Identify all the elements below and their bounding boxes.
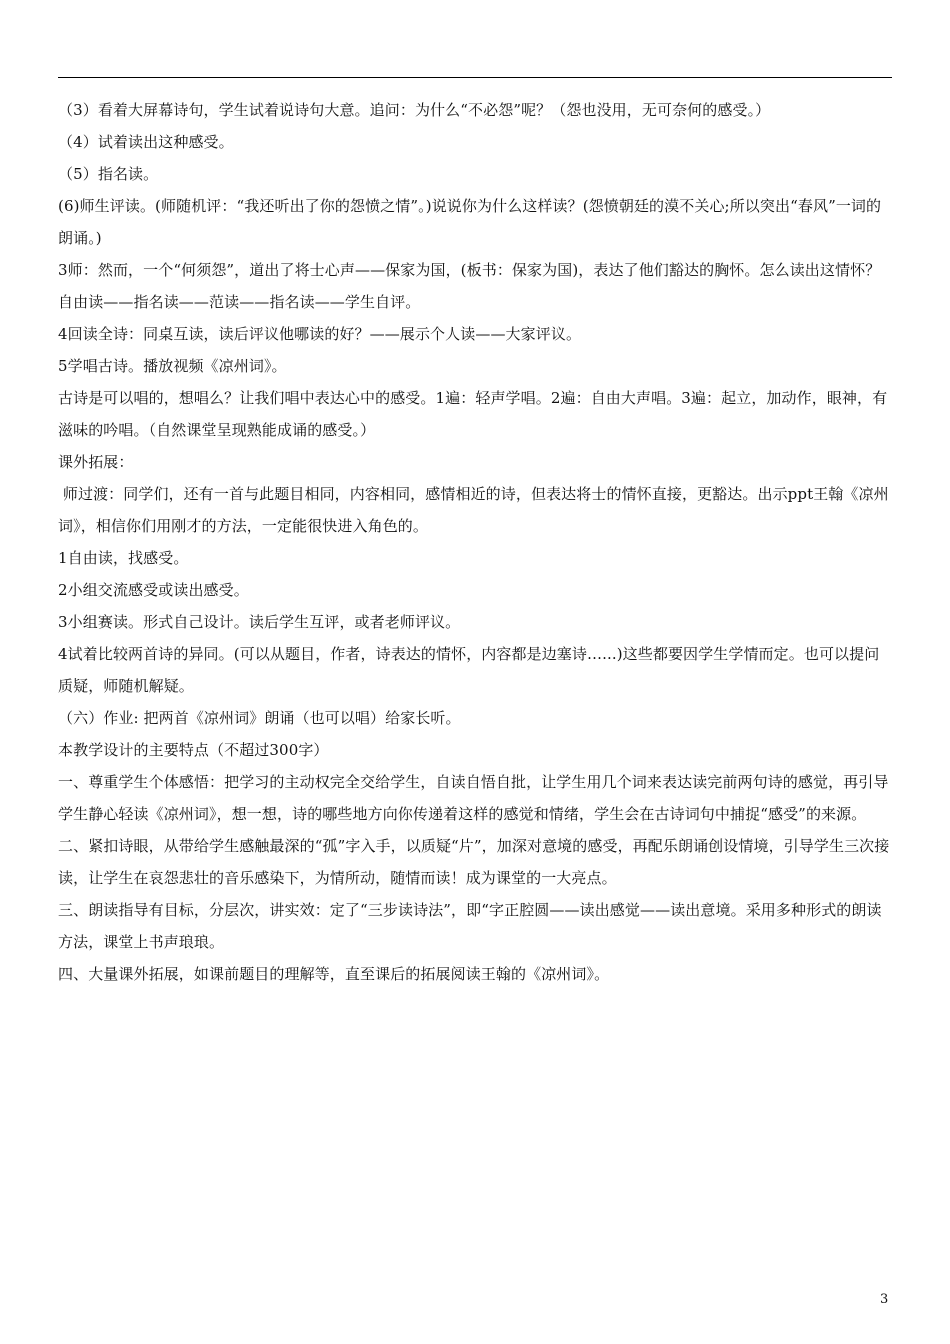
section-heading: 本教学设计的主要特点（不超过300字）	[58, 741, 329, 759]
paragraph: 4回读全诗：同桌互读，读后评议他哪读的好？——展示个人读——大家评议。	[58, 325, 582, 343]
paragraph: 师过渡：同学们，还有一首与此题目相同，内容相同，感情相近的诗，但表达将士的情怀直接，更豁达。出示ppt王翰《凉州词》，相信你们用刚才的方法，一定能很快进入角色的。	[58, 485, 889, 535]
paragraph: 古诗是可以唱的，想唱么？让我们唱中表达心中的感受。1遍：轻声学唱。2遍：自由大声唱。3遍：起立，加动作，眼神，有滋味的吟唱。（自然课堂呈现熟能成诵的感受。）	[58, 389, 888, 439]
paragraph: 2小组交流感受或读出感受。	[58, 581, 249, 599]
paragraph: 一、尊重学生个体感悟：把学习的主动权完全交给学生，自读自悟自批，让学生用几个词来表达读完前两句诗的感觉，再引导学生静心轻读《凉州词》，想一想，诗的哪些地方向你传递着这样的感觉和情绪，学生会在古诗词句中捕捉“感受”的来源。	[58, 773, 889, 823]
paragraph: 1自由读，找感受。	[58, 549, 189, 567]
paragraph: 3师：然而，一个“何须怨”，道出了将士心声——保家为国，(板书：保家为国)，表达了他们豁达的胸怀。怎么读出这情怀？自由读——指名读——范读——指名读——学生自评。	[58, 261, 881, 311]
paragraph: （5）指名读。	[58, 165, 159, 183]
page-number: 3	[880, 1292, 889, 1307]
paragraph: 5学唱古诗。播放视频《凉州词》。	[58, 357, 287, 375]
header-rule	[58, 77, 892, 78]
paragraph: 三、朗读指导有目标，分层次，讲实效：定了“三步读诗法”，即“字正腔圆——读出感觉——读出意境。采用多种形式的朗读方法，课堂上书声琅琅。	[58, 901, 882, 951]
paragraph: （4）试着读出这种感受。	[58, 133, 234, 151]
section-heading: 课外拓展：	[58, 453, 134, 471]
paragraph: 4试着比较两首诗的异同。(可以从题目，作者，诗表达的情怀，内容都是边塞诗…...)这些都要因学生学情而定。也可以提问质疑，师随机解疑。	[58, 645, 880, 695]
paragraph: 二、紧扣诗眼，从带给学生感触最深的“孤”字入手，以质疑“片”，加深对意境的感受，再配乐朗诵创设情境，引导学生三次接读，让学生在哀怨悲壮的音乐感染下，为情所动，随情而读！成为课堂的一大亮点。	[58, 837, 890, 887]
paragraph: （六）作业: 把两首《凉州词》朗诵（也可以唱）给家长听。	[58, 709, 461, 727]
paragraph: 四、大量课外拓展，如课前题目的理解等，直至课后的拓展阅读王翰的《凉州词》。	[58, 965, 610, 983]
paragraph: 3小组赛读。形式自己设计。读后学生互评，或者老师评议。	[58, 613, 461, 631]
paragraph: (6)师生评读。(师随机评：“我还听出了你的怨愤之情”。)说说你为什么这样读？(怨愤朝廷的漠不关心;所以突出“春风”一词的朗诵。)	[58, 197, 882, 247]
paragraph: （3）看着大屏幕诗句，学生试着说诗句大意。追问：为什么“不必怨”呢？（怨也没用，无可奈何的感受。）	[58, 101, 771, 119]
document-body	[58, 94, 894, 990]
